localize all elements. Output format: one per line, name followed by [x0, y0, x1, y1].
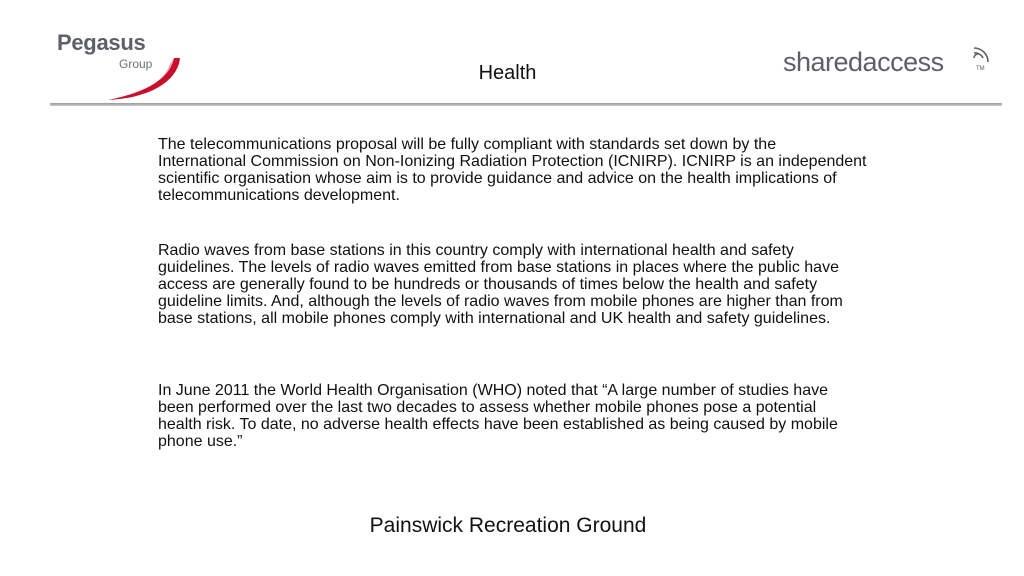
page-title: Health	[478, 62, 537, 84]
header-divider	[50, 103, 1002, 106]
shared-access-logo-name: sharedaccess	[783, 47, 944, 77]
body-paragraph-icnirp: The telecommunications proposal will be fully compliant with standards set down by the International Commission on Non-Ionizing Radiation Protection (ICNIRP). ICNIRP is an independent scientific organisation whose aim is to provide guidance and advice on the health implications of telecommunications development.	[158, 136, 867, 204]
trademark-mark: TM	[976, 66, 985, 72]
pegasus-group-logo	[52, 28, 192, 104]
signal-waves-icon	[968, 44, 994, 66]
body-paragraph-radio-waves: Radio waves from base stations in this country comply with international health and safety guidelines. The levels of radio waves emitted from base stations in places where the public have access are generally found to be hundreds or thousands of times below the health and safety guideline limits. And, although the levels of radio waves from mobile phones are higher than from base stations, all mobile phones comply with international and UK health and safety guidelines.	[158, 242, 843, 327]
shared-access-logo	[780, 44, 995, 84]
body-paragraph-who: In June 2011 the World Health Organisation (WHO) noted that “A large number of studies have been performed over the last two decades to assess whether mobile phones pose a potential health risk. To date, no adverse health effects have been established as being caused by mobile phone use.”	[158, 382, 838, 450]
pegasus-logo-name: Pegasus	[57, 30, 146, 55]
footer-site-name: Painswick Recreation Ground	[369, 514, 647, 537]
pegasus-logo-subtitle: Group	[119, 57, 153, 71]
